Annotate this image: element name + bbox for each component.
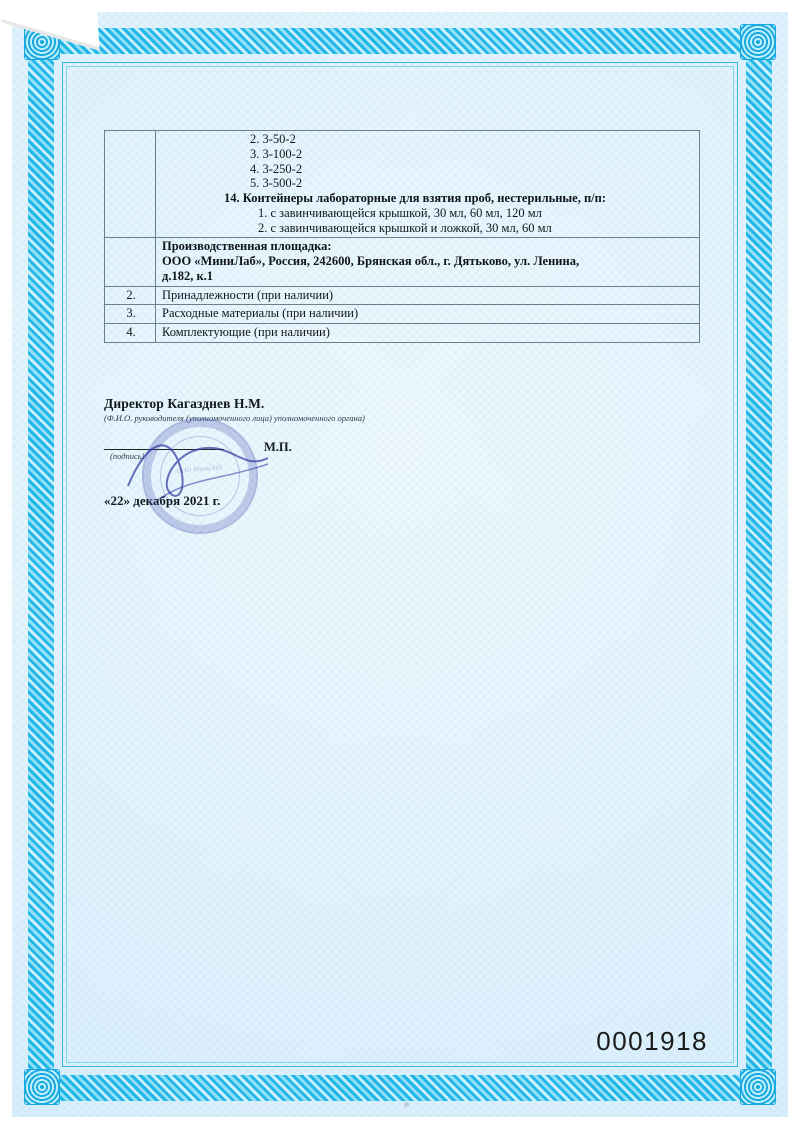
manufacturing-site-cell [156, 238, 700, 286]
table-row [105, 324, 700, 343]
manufacturing-site-address-1: ООО «МиниЛаб», Россия, 242600, Брянская обл., г. Дятьково, ул. Ленина, [162, 254, 580, 268]
list-item: 2. 3-50-2 [250, 132, 296, 146]
list-item: 3. 3-100-2 [250, 146, 303, 161]
row-number: 3. [105, 305, 156, 324]
row-content: Комплектующие (при наличии) [156, 324, 700, 343]
corner-rosette-bottom-left [24, 1069, 60, 1105]
page-dog-ear [0, 0, 100, 58]
annex-table-body [105, 131, 700, 343]
corner-rosette-bottom-right [740, 1069, 776, 1105]
signatory-name-caption: (Ф.И.О. руководителя (уполномоченного лица) уполномоченного органа) [104, 413, 365, 423]
list-heading: 14. Контейнеры лабораторные для взятия проб, нестерильные, п/п: [224, 191, 607, 205]
seal-label: М.П. [264, 440, 292, 454]
manufacturing-site-address-2: д.182, к.1 [162, 268, 214, 283]
row-content [156, 131, 700, 238]
ornamental-border-right [746, 28, 772, 1101]
row-number [105, 238, 156, 286]
row-number: 4. [105, 324, 156, 343]
ornamental-border-left [28, 28, 54, 1101]
row-number: 2. [105, 286, 156, 305]
row-content: Расходные материалы (при наличии) [156, 305, 700, 324]
stamp-text: ООО МиниЛаб [176, 464, 223, 476]
table-row [105, 131, 700, 238]
signature-caption: (подпись) [110, 451, 145, 461]
document-body [104, 130, 700, 343]
table-row [105, 286, 700, 305]
list-item: 1. с завинчивающейся крышкой, 30 мл, 60 мл, 120 мл [258, 205, 542, 220]
scan-speck [404, 1102, 409, 1107]
row-content: Принадлежности (при наличии) [156, 286, 700, 305]
manufacturing-site-label: Производственная площадка: [162, 239, 332, 254]
ornamental-border-top [28, 28, 772, 54]
list-item: 4. 3-250-2 [250, 161, 303, 176]
row-number [105, 131, 156, 238]
ornamental-border-bottom [28, 1075, 772, 1101]
table-row [105, 305, 700, 324]
list-item: 2. с завинчивающейся крышкой и ложкой, 30 мл, 60 мл [258, 220, 552, 235]
official-round-stamp [137, 413, 263, 539]
list-item: 5. 3-500-2 [250, 176, 303, 191]
signature-date: «22» декабря 2021 г. [104, 493, 221, 508]
corner-rosette-top-right [740, 24, 776, 60]
table-row [105, 238, 700, 286]
signatory-name: Директор Кагазднев Н.М. [104, 396, 265, 411]
serial-number: 0001918 [596, 1026, 708, 1056]
annex-table [104, 130, 700, 343]
